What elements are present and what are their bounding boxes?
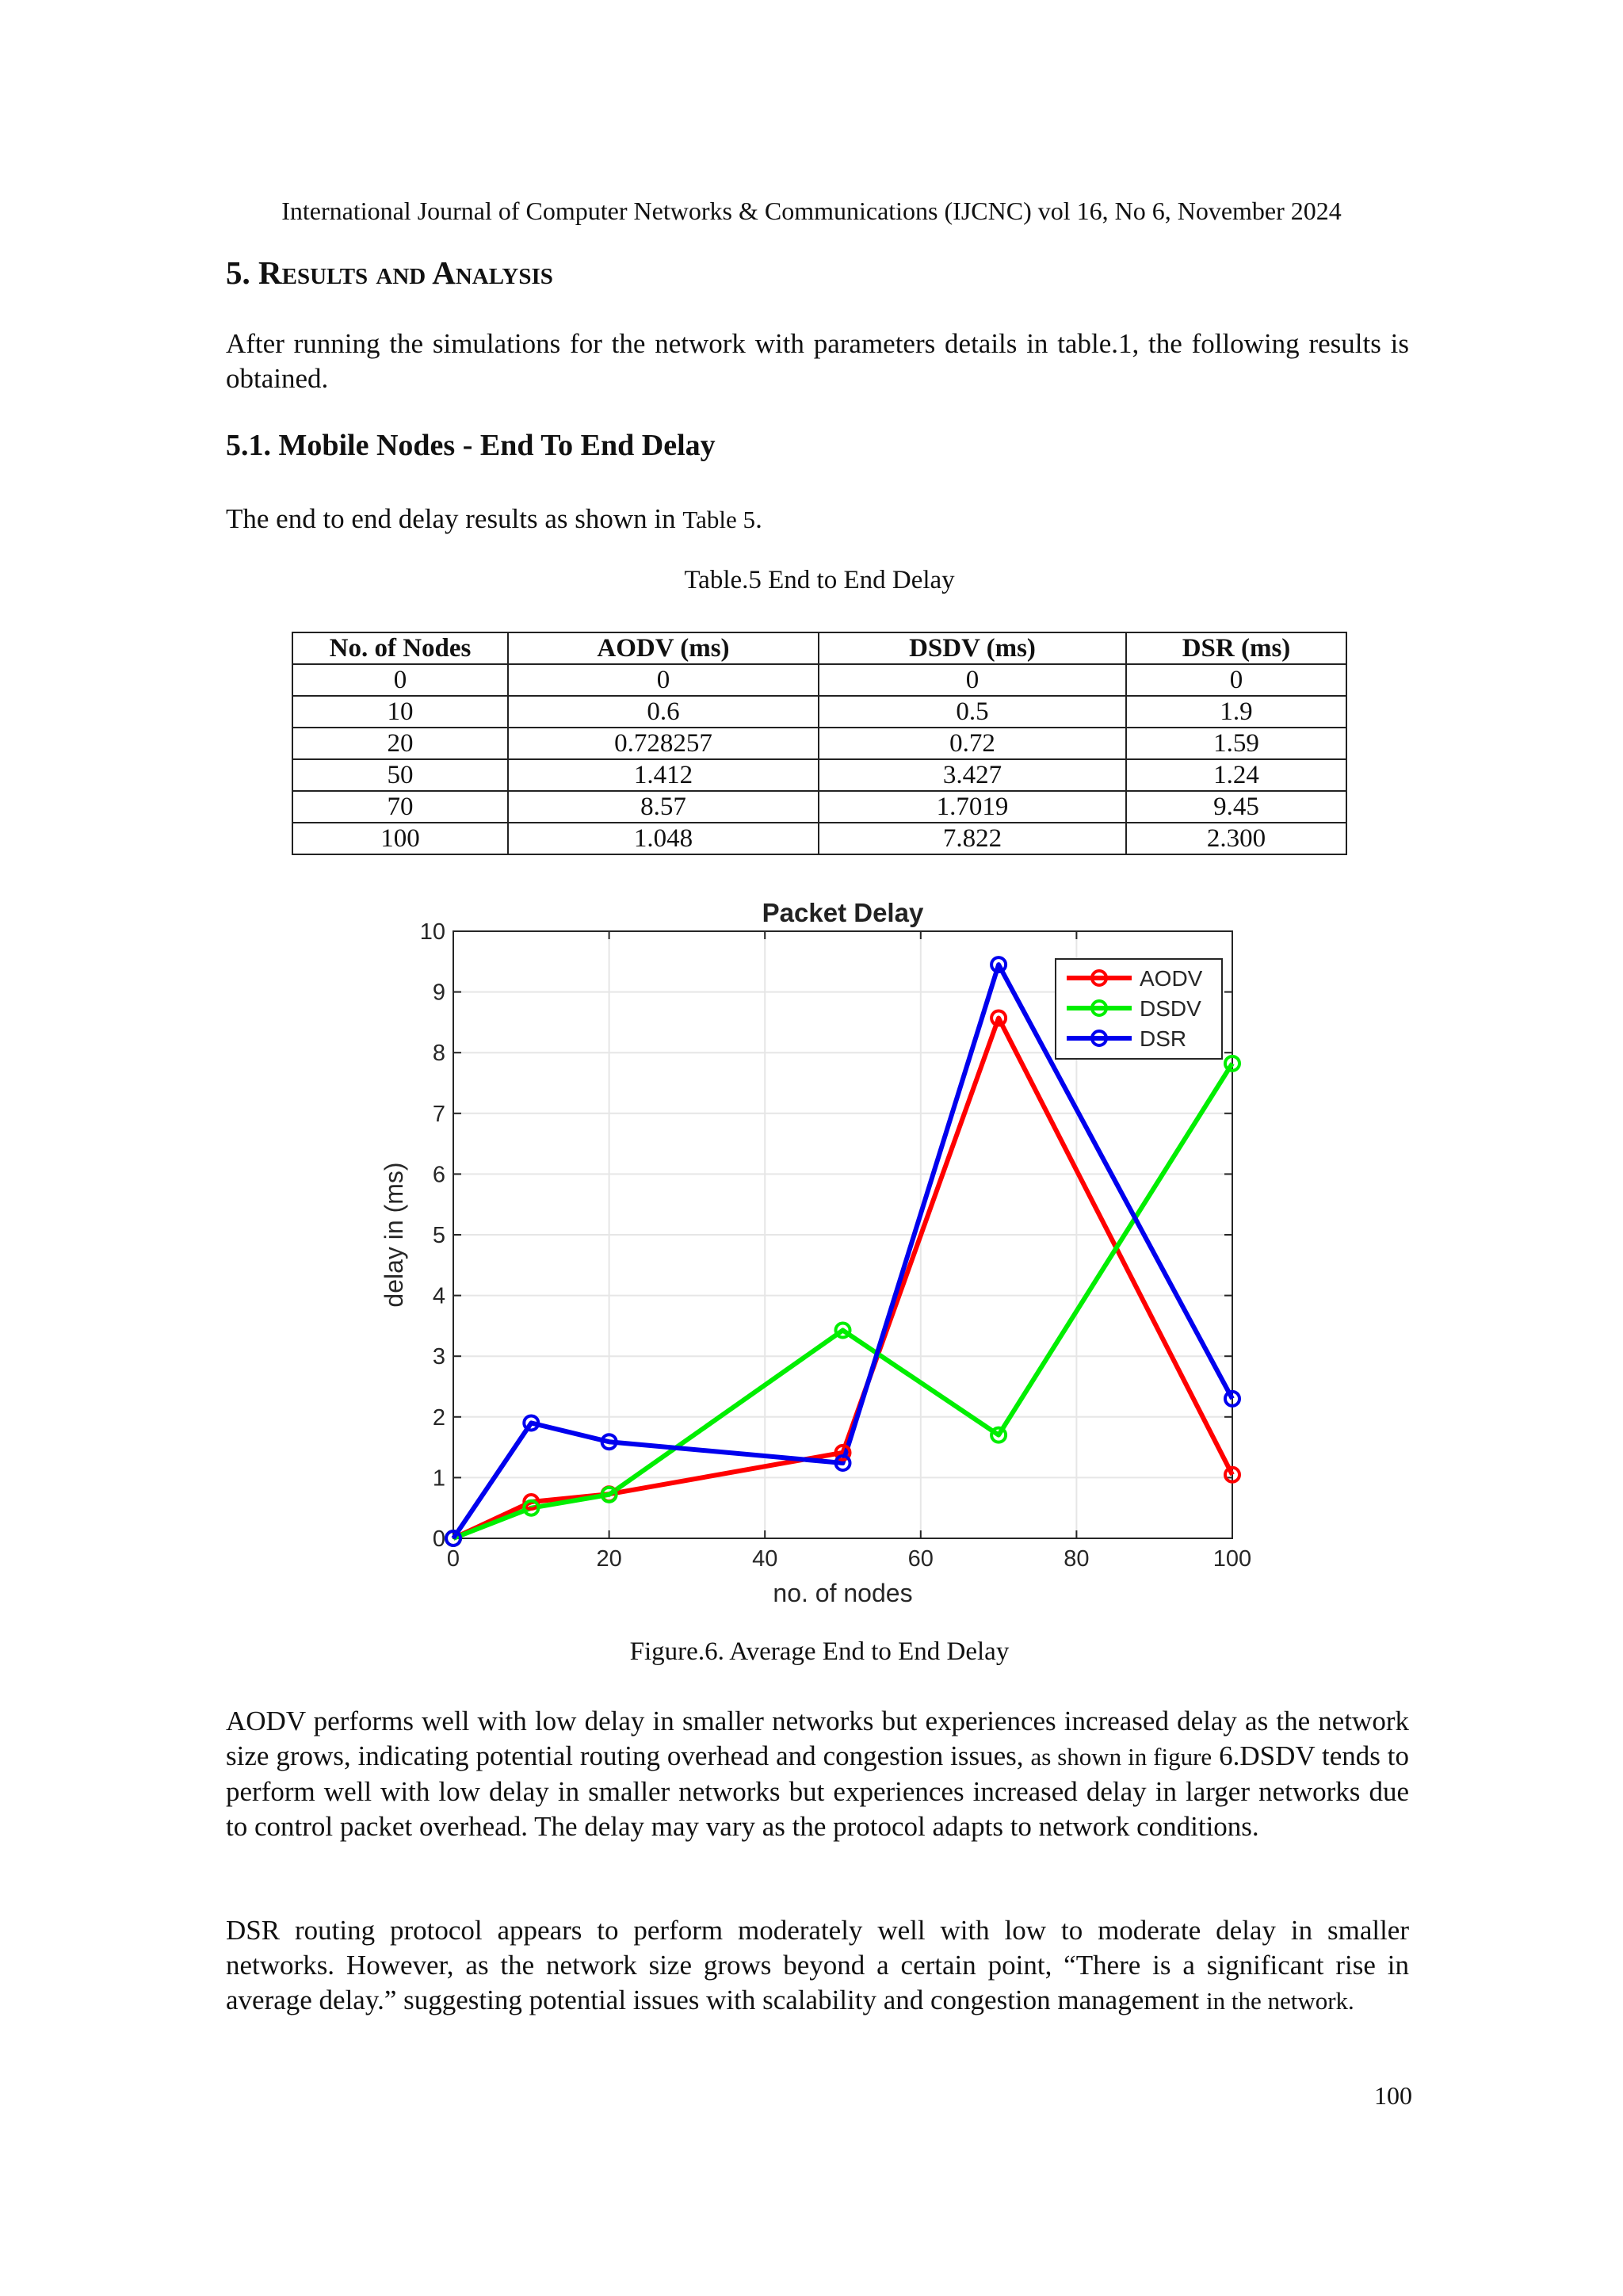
- lead-text: The end to end delay results as shown in: [226, 503, 683, 534]
- table-cell: 0: [819, 664, 1126, 696]
- y-tick-label: 7: [432, 1101, 445, 1127]
- figure-caption: Figure.6. Average End to End Delay: [629, 1637, 1010, 1666]
- chart-title: Packet Delay: [762, 898, 924, 927]
- table-cell: 0: [1126, 664, 1346, 696]
- table-cell: 0: [292, 664, 508, 696]
- y-tick-label: 6: [432, 1162, 445, 1188]
- table-cell: 20: [292, 728, 508, 759]
- discussion-paragraph-1: [226, 1704, 1409, 1844]
- page-number: 100: [1374, 2081, 1412, 2110]
- table-cell: 1.7019: [819, 791, 1126, 823]
- x-tick-label: 80: [1064, 1546, 1090, 1572]
- figure-reference: as shown in figure: [1030, 1743, 1212, 1771]
- lead-end: .: [755, 503, 762, 534]
- table-caption: Table.5 End to End Delay: [684, 566, 955, 594]
- x-axis-label: no. of nodes: [773, 1579, 913, 1607]
- y-tick-label: 5: [432, 1223, 445, 1248]
- section-title: Results and Analysis: [258, 254, 553, 291]
- table-cell: 1.048: [508, 823, 819, 854]
- table-cell: 1.24: [1126, 759, 1346, 791]
- table-cell: 7.822: [819, 823, 1126, 854]
- discussion-paragraph-2: [226, 1913, 1409, 2019]
- y-tick-label: 4: [432, 1283, 445, 1309]
- legend-label: DSDV: [1140, 996, 1201, 1021]
- x-tick-label: 0: [446, 1546, 460, 1572]
- section-intro: After running the simulations for the network with parameters details in table.1, the following results is obtained.: [226, 328, 1409, 394]
- table-header: DSDV (ms): [819, 632, 1126, 664]
- x-tick-label: 60: [907, 1546, 934, 1572]
- running-header: International Journal of Computer Networks & Communications (IJCNC) vol 16, No 6, November 2024: [281, 197, 1342, 225]
- lead-table-ref: Table 5: [682, 506, 756, 533]
- section-number: 5.: [226, 254, 250, 291]
- table-cell: 50: [292, 759, 508, 791]
- table-cell: 0.5: [819, 696, 1126, 728]
- discussion-text: AODV performs well with low delay in smaller networks but experiences increased delay as the network size grows, indicating potential routing overhead and congestion issues,: [226, 1706, 1409, 1771]
- table-cell: 1.9: [1126, 696, 1346, 728]
- legend-label: AODV: [1140, 966, 1203, 991]
- y-axis-label: delay in (ms): [380, 1162, 408, 1308]
- table-cell: 0: [508, 664, 819, 696]
- y-tick-label: 9: [432, 980, 445, 1006]
- table-header: DSR (ms): [1126, 632, 1346, 664]
- table-cell: 2.300: [1126, 823, 1346, 854]
- table-cell: 9.45: [1126, 791, 1346, 823]
- table-cell: 0.72: [819, 728, 1126, 759]
- table-cell: 1.412: [508, 759, 819, 791]
- y-tick-label: 1: [432, 1465, 445, 1492]
- table-cell: 0.6: [508, 696, 819, 728]
- x-tick-label: 40: [752, 1546, 778, 1572]
- table-cell: 100: [292, 823, 508, 854]
- table-cell: 10: [292, 696, 508, 728]
- table-cell: 0.728257: [508, 728, 819, 759]
- table-cell: 70: [292, 791, 508, 823]
- discussion-text: 6.DSDV tends to perform well with low delay in smaller networks but experiences increased delay in larger networks due to control packet overhead. The delay may vary as the protocol adapts to network conditions.: [226, 1740, 1410, 1842]
- x-tick-label: 20: [596, 1546, 622, 1572]
- table-cell: 1.59: [1126, 728, 1346, 759]
- y-tick-label: 0: [432, 1526, 445, 1552]
- table-header: No. of Nodes: [292, 632, 508, 664]
- y-tick-label: 10: [419, 919, 445, 945]
- y-tick-label: 2: [432, 1404, 445, 1431]
- y-tick-label: 3: [432, 1344, 445, 1370]
- y-tick-label: 8: [432, 1041, 445, 1067]
- table-cell: 8.57: [508, 791, 819, 823]
- table-header: AODV (ms): [508, 632, 819, 664]
- discussion-text-small: in the network.: [1205, 1987, 1354, 2015]
- legend-label: DSR: [1140, 1026, 1187, 1051]
- discussion-text: DSR routing protocol appears to perform moderately well with low to moderate delay in smaller networks. However, as the network size grows beyond a certain point, “There is a significant rise in average delay.” suggesting potential issues with scalability and congestion management: [226, 1915, 1409, 2015]
- subsection-heading: 5.1. Mobile Nodes - End To End Delay: [226, 429, 716, 462]
- table-cell: 3.427: [819, 759, 1126, 791]
- x-tick-label: 100: [1212, 1546, 1252, 1572]
